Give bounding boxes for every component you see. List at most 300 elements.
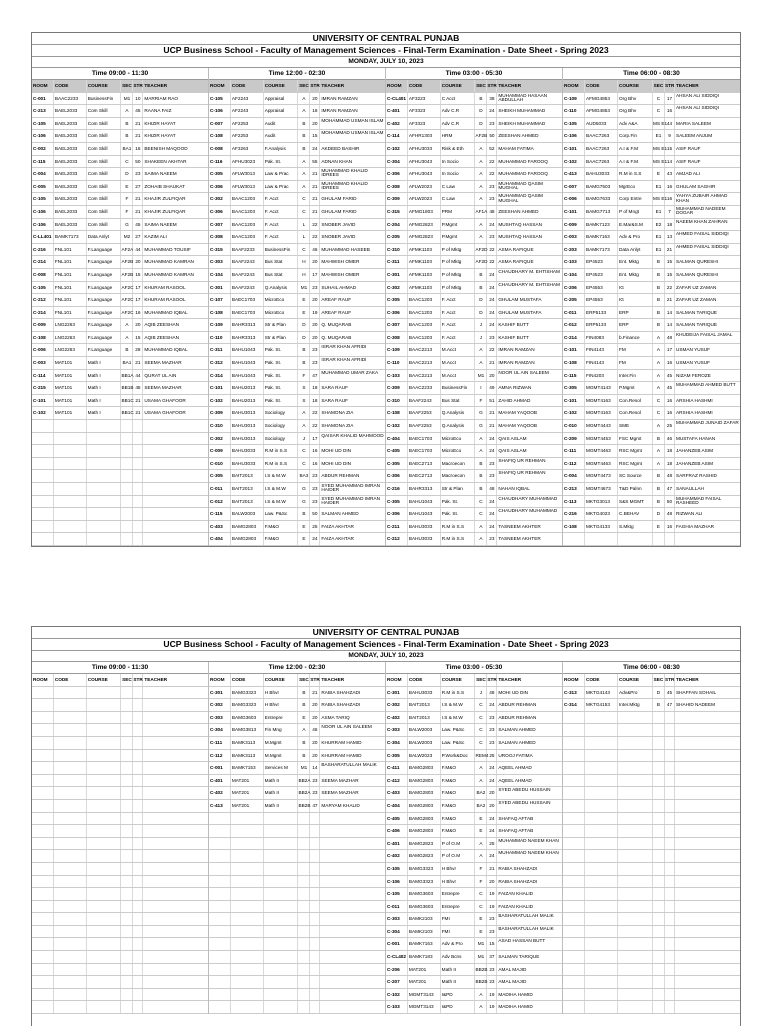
cell-code: MAT101 (54, 395, 87, 407)
column-header-section: SEC (121, 80, 133, 92)
cell-room: C-102 (386, 143, 408, 155)
cell-teacher (143, 508, 208, 520)
cell-teacher: ASMA TARIQ (321, 714, 350, 720)
table-row (32, 294, 208, 307)
cell-teacher: MUHAMMAD IQBAL (144, 309, 188, 315)
cell-teacher (675, 838, 740, 850)
cell-teacher (675, 825, 740, 837)
cell-code: MAT101 (54, 357, 87, 369)
table-row (386, 407, 562, 420)
cell-section (121, 938, 133, 950)
cell-code: BAMG2803 (408, 800, 441, 812)
cell-strength: 47 (310, 370, 320, 382)
cell-code (231, 888, 264, 900)
table-row (386, 332, 562, 345)
cell-code: BAHU1043 (231, 344, 264, 356)
cell-room: C-406 (386, 825, 408, 837)
table-row (386, 219, 562, 232)
cell-strength: 23 (310, 787, 320, 799)
cell-room: C-105 (563, 118, 585, 130)
cell-code (585, 787, 618, 799)
cell-strength: 15 (665, 256, 675, 268)
cell-strength: 23 (487, 231, 497, 243)
cell-strength (665, 1001, 675, 1013)
cell-course: F.Language (87, 344, 122, 356)
cell-course: P.Mgmt (618, 382, 653, 394)
cell-strength: 21 (133, 130, 143, 142)
cell-teacher (675, 901, 740, 913)
cell-room: C-215 (32, 382, 54, 394)
cell-code: BAIT2013 (408, 699, 441, 711)
cell-course: PRM (441, 206, 476, 218)
cell-section (653, 775, 665, 787)
cell-course (87, 699, 122, 711)
cell-course: F.M&O (441, 775, 476, 787)
cell-strength: 45 (133, 219, 143, 231)
table-row (386, 458, 562, 471)
cell-code: BAMK7163 (585, 231, 618, 243)
cell-teacher: NAEEM KHAN ZAHRAN (676, 218, 728, 224)
cell-room: C-304 (386, 156, 408, 168)
cell-course: P of O.M (441, 850, 476, 862)
cell-section: AF2D (475, 256, 487, 268)
table-row (563, 508, 740, 521)
time-slot-header: Time 03:00 - 05:30 (386, 662, 562, 674)
cell-strength (133, 901, 143, 913)
cell-room: C-105 (386, 863, 408, 875)
cell-course: Math II (441, 976, 476, 988)
time-slot-block (32, 662, 209, 1014)
cell-code (54, 787, 87, 799)
cell-strength (133, 800, 143, 812)
cell-code: BAMG2823 (408, 838, 441, 850)
column-header-teacher: TEACHER (144, 83, 168, 88)
cell-course (618, 850, 653, 862)
column-header-teacher: TEACHER (144, 677, 168, 682)
cell-room: C-305 (209, 470, 231, 482)
cell-section (653, 926, 665, 938)
cell-teacher: ABDUR REHMAN (321, 473, 360, 479)
exam-date: MONDAY, JULY 10, 2023 (32, 651, 740, 662)
cell-section: B (298, 737, 310, 749)
cell-course: F.M&O (441, 825, 476, 837)
cell-course: MicroEco (264, 307, 299, 319)
cell-teacher: SHAFAQ AFTAB (498, 815, 534, 821)
cell-strength: 22 (310, 420, 320, 432)
cell-room: C-308 (386, 332, 408, 344)
cell-teacher: NOOR UL AIN SALEEM (321, 724, 372, 730)
cell-section: B (298, 344, 310, 356)
cell-code (54, 750, 87, 762)
cell-code (54, 888, 87, 900)
cell-code: EP4523 (585, 269, 618, 281)
cell-section (653, 850, 665, 862)
table-row (32, 825, 208, 838)
cell-strength: 17 (133, 294, 143, 306)
cell-course: Appraisal (264, 105, 299, 117)
cell-section: B (653, 470, 665, 482)
cell-strength: 16 (665, 407, 675, 419)
cell-room (563, 838, 585, 850)
cell-code (585, 737, 618, 749)
cell-code: MGMT3143 (408, 1001, 441, 1013)
cell-code (231, 813, 264, 825)
table-row (209, 951, 385, 964)
table-row (209, 168, 385, 181)
cell-code: EP4553 (585, 294, 618, 306)
cell-room: C-305 (386, 496, 408, 508)
cell-course: Str & Plan (264, 319, 299, 331)
table-row (386, 901, 562, 914)
cell-room: C-101 (563, 206, 585, 218)
cell-room: C-106 (32, 130, 54, 142)
cell-room: C-001 (32, 93, 54, 105)
cell-room (32, 901, 54, 913)
time-slot-header: Time 06:00 - 08:30 (563, 662, 740, 674)
cell-room: C-403 (386, 787, 408, 799)
cell-strength: 23 (487, 193, 497, 205)
cell-code: BAMG3603 (408, 888, 441, 900)
table-row (32, 470, 208, 483)
cell-course (87, 533, 122, 545)
cell-course: Law. P&Sc (441, 737, 476, 749)
cell-code: MGMT3143 (408, 989, 441, 1001)
table-row (386, 838, 562, 851)
cell-teacher (143, 825, 208, 837)
cell-room (563, 876, 585, 888)
cell-teacher: FAIZAN KHALID (498, 903, 534, 909)
cell-code (54, 508, 87, 520)
cell-room: C-101 (563, 143, 585, 155)
cell-code: BAAC1203 (231, 231, 264, 243)
cell-section: B (475, 470, 487, 482)
cell-teacher: SHAFAQ AFTAB (498, 828, 534, 834)
cell-course (87, 496, 122, 508)
cell-room (563, 888, 585, 900)
cell-teacher: MUSHTAQ HASSAN (498, 221, 543, 227)
cell-strength: 25 (665, 420, 675, 432)
cell-code (585, 813, 618, 825)
table-row (209, 445, 385, 458)
cell-code: BAEL2033 (54, 181, 87, 193)
cell-teacher (143, 724, 208, 736)
cell-strength: 22 (487, 156, 497, 168)
cell-strength: 21 (487, 863, 497, 875)
cell-code (585, 825, 618, 837)
cell-teacher: ABDUR REHMAN (498, 714, 537, 720)
cell-teacher: QURAT UL AIN (144, 372, 177, 378)
cell-course (87, 762, 122, 774)
cell-section: S (298, 395, 310, 407)
table-row (563, 813, 740, 826)
cell-section: A (475, 533, 487, 545)
cell-teacher (143, 433, 208, 445)
column-header-row (563, 674, 740, 687)
cell-section (121, 901, 133, 913)
cell-teacher: ARSHIA HASHMI (676, 397, 713, 403)
cell-room: C-308 (386, 181, 408, 193)
cell-code: FIN4143 (585, 344, 618, 356)
cell-room: C-007 (563, 181, 585, 193)
cell-strength: 48 (665, 332, 675, 344)
cell-teacher: AQIB ZEESHAN (144, 334, 180, 340)
cell-teacher: MARYAM KHALID (321, 802, 360, 808)
cell-room: C-310 (209, 420, 231, 432)
cell-course: Str & Plan (441, 483, 476, 495)
cell-room: C-109 (209, 319, 231, 331)
cell-room: C-302 (209, 699, 231, 711)
cell-strength (665, 901, 675, 913)
cell-room: C-CL401 (386, 93, 408, 105)
table-row (386, 712, 562, 725)
cell-strength (310, 913, 320, 925)
cell-code (585, 850, 618, 862)
table-row (32, 483, 208, 496)
cell-room: C-103 (563, 256, 585, 268)
cell-course: RSC Mgmt (618, 458, 653, 470)
cell-room: C-313 (563, 687, 585, 699)
cell-section: A (475, 143, 487, 155)
cell-room (32, 762, 54, 774)
cell-course: Sociology (264, 407, 299, 419)
cell-teacher (320, 913, 385, 925)
cell-strength: 23 (487, 458, 497, 470)
cell-code: BAHR3313 (408, 483, 441, 495)
cell-room (32, 496, 54, 508)
column-header-code: CODE (408, 80, 441, 92)
table-row (209, 913, 385, 926)
cell-room (32, 850, 54, 862)
cell-section (121, 888, 133, 900)
cell-room (209, 913, 231, 925)
cell-room: C-402 (386, 850, 408, 862)
cell-strength (665, 888, 675, 900)
cell-strength (133, 699, 143, 711)
cell-code: BAAF2253 (408, 407, 441, 419)
cell-teacher: SHAFFAN SOHAIL (676, 689, 717, 695)
cell-section: B (121, 118, 133, 130)
cell-room (209, 850, 231, 862)
cell-course: F.Language (87, 332, 122, 344)
cell-section (298, 876, 310, 888)
cell-course: P.Mgmt (441, 231, 476, 243)
table-row (209, 344, 385, 357)
cell-section: B (653, 256, 665, 268)
cell-room: C-310 (386, 244, 408, 256)
cell-room: C-110 (209, 332, 231, 344)
cell-room: C-213 (32, 105, 54, 117)
cell-room: C-001 (209, 762, 231, 774)
cell-strength: 50 (310, 508, 320, 520)
cell-teacher: ASAD HASSAN BUTT (498, 938, 546, 944)
cell-teacher: SARA RAUF (321, 385, 348, 391)
cell-course (264, 838, 299, 850)
cell-code (231, 838, 264, 850)
cell-room (32, 699, 54, 711)
cell-strength: 55 (310, 156, 320, 168)
cell-code (54, 976, 87, 988)
table-row (386, 508, 562, 521)
cell-room (563, 762, 585, 774)
cell-code: BAMG2803 (231, 533, 264, 545)
column-header-room: ROOM (32, 80, 54, 92)
cell-teacher: MUHAMMAD QASIM MUGHAL (498, 193, 543, 203)
cell-strength: 24 (310, 533, 320, 545)
column-header-code: CODE (408, 674, 441, 686)
cell-course (618, 533, 653, 545)
cell-section: C (475, 901, 487, 913)
cell-room (32, 838, 54, 850)
time-slot-block (563, 68, 740, 546)
cell-code (54, 699, 87, 711)
cell-code: EP4523 (585, 256, 618, 268)
cell-course (87, 901, 122, 913)
table-row (386, 1001, 562, 1014)
cell-course: Pak. St. (264, 344, 299, 356)
cell-code (54, 863, 87, 875)
cell-section (121, 787, 133, 799)
cell-strength (133, 989, 143, 1001)
cell-room: C-301 (386, 269, 408, 281)
cell-course: R.M in S.S (264, 458, 299, 470)
cell-course: M.Mgmt (264, 737, 299, 749)
table-row (386, 445, 562, 458)
cell-room: C-104 (563, 269, 585, 281)
cell-room: C-106 (32, 206, 54, 218)
table-row (563, 521, 740, 534)
cell-room (32, 825, 54, 837)
cell-course: b.Finance (618, 332, 653, 344)
table-row (32, 508, 208, 521)
cell-teacher: ADNAN KHAN (321, 158, 353, 164)
cell-section: B (653, 699, 665, 711)
cell-section: E (298, 533, 310, 545)
table-row (32, 118, 208, 131)
cell-section: H (298, 269, 310, 281)
table-row (209, 130, 385, 143)
cell-code (585, 951, 618, 963)
cell-room: C-108 (386, 407, 408, 419)
cell-teacher (143, 420, 208, 432)
cell-room: C-106 (563, 130, 585, 142)
table-row (386, 737, 562, 750)
cell-code: BAMK7153 (231, 762, 264, 774)
cell-room: C-403 (209, 521, 231, 533)
cell-room: C-303 (386, 913, 408, 925)
cell-section: BB1C (121, 407, 133, 419)
cell-course (618, 762, 653, 774)
cell-course (264, 901, 299, 913)
cell-strength: 20 (133, 319, 143, 331)
cell-section (653, 964, 665, 976)
table-row (32, 181, 208, 194)
cell-section (121, 838, 133, 850)
cell-room: C-412 (386, 775, 408, 787)
column-header-section: SEC (121, 674, 133, 686)
cell-teacher: MUHAMMAD AHMED BUTT (676, 382, 736, 388)
cell-section: A (475, 775, 487, 787)
cell-code: BAAF2233 (231, 244, 264, 256)
cell-teacher: ZOHAIB SHAUKAT (144, 183, 185, 189)
cell-section: A (653, 370, 665, 382)
cell-course (87, 724, 122, 736)
cell-strength: 21 (133, 395, 143, 407)
cell-code: FIN4203 (585, 370, 618, 382)
cell-code: BAIT2013 (231, 496, 264, 508)
cell-room: C-305 (386, 294, 408, 306)
table-row (32, 206, 208, 219)
table-row (209, 800, 385, 813)
time-slot-block (386, 662, 563, 1014)
column-header-strength: STR (665, 674, 675, 686)
cell-room: C-102 (209, 395, 231, 407)
cell-code: AF2253 (231, 130, 264, 142)
cell-code (585, 964, 618, 976)
table-row (209, 813, 385, 826)
cell-teacher (675, 888, 740, 900)
cell-code: BAEL2033 (54, 193, 87, 205)
cell-code (231, 976, 264, 988)
cell-course (87, 483, 122, 495)
cell-strength: 46 (310, 244, 320, 256)
cell-course: FM (618, 357, 653, 369)
cell-section: A (653, 357, 665, 369)
cell-section (298, 938, 310, 950)
cell-code (54, 951, 87, 963)
cell-teacher (675, 951, 740, 963)
cell-code: ERP5133 (585, 319, 618, 331)
cell-section (121, 470, 133, 482)
cell-room: C-207 (386, 976, 408, 988)
cell-teacher: SALMAN QURESHI (676, 259, 718, 265)
cell-room (563, 951, 585, 963)
table-row (563, 395, 740, 408)
cell-section: B (653, 294, 665, 306)
table-row (209, 699, 385, 712)
column-header-teacher: TEACHER (498, 83, 522, 88)
cell-course (87, 813, 122, 825)
cell-code: BAMG3323 (231, 687, 264, 699)
cell-section: E (475, 825, 487, 837)
table-row (209, 508, 385, 521)
table-row (209, 775, 385, 788)
table-row (563, 800, 740, 813)
cell-section: C (653, 395, 665, 407)
cell-teacher: BASHARATULLAH MALIK (321, 762, 377, 768)
cell-course (618, 825, 653, 837)
table-row (563, 332, 740, 345)
cell-room (209, 838, 231, 850)
cell-teacher: MUHAMMAD KHALID IDREES (321, 180, 368, 191)
table-row (32, 901, 208, 914)
table-row (209, 93, 385, 106)
cell-room: C-306 (386, 168, 408, 180)
cell-room: C-108 (563, 521, 585, 533)
cell-section (653, 724, 665, 736)
table-row (563, 888, 740, 901)
cell-strength: 20 (310, 699, 320, 711)
cell-teacher (143, 964, 208, 976)
cell-teacher (143, 863, 208, 875)
cell-teacher (143, 687, 208, 699)
cell-section (298, 901, 310, 913)
cell-section: C (653, 407, 665, 419)
cell-strength: 23 (133, 168, 143, 180)
cell-course: Pak. St. (264, 382, 299, 394)
cell-teacher: MUHAMMAD FAROOQ (498, 171, 548, 177)
cell-course (87, 458, 122, 470)
cell-section: BB2B (298, 800, 310, 812)
